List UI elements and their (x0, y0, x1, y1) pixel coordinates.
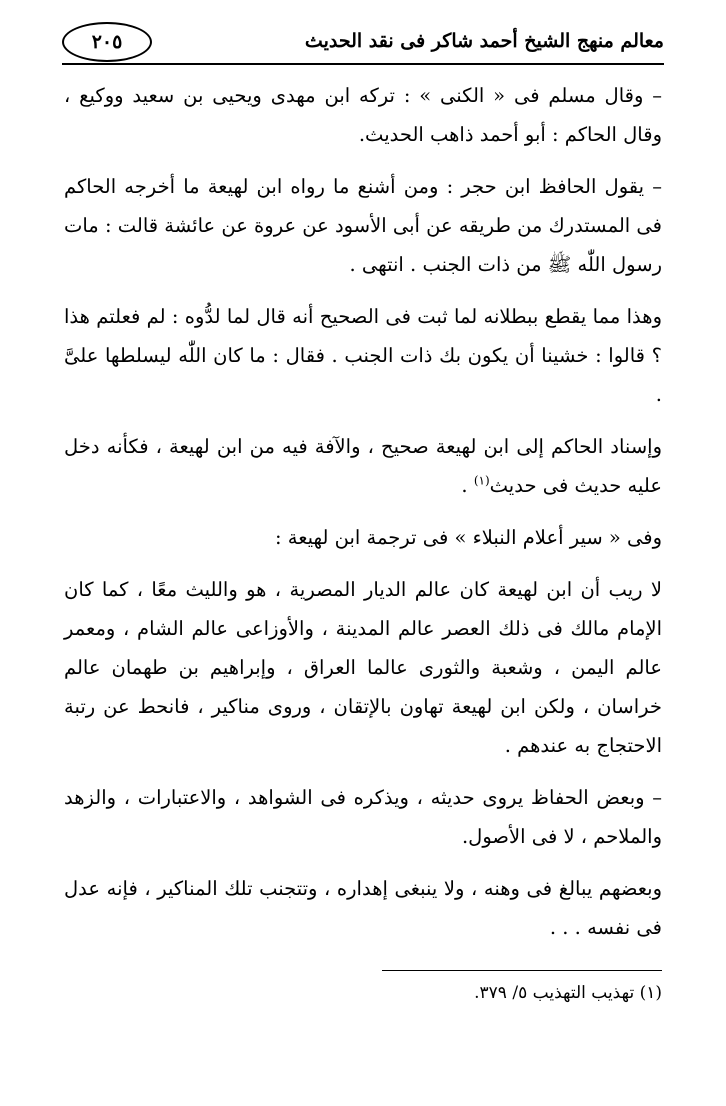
running-title: معالم منهج الشيخ أحمد شاكر فى نقد الحديث (304, 30, 664, 52)
main-text (64, 76, 662, 947)
paragraph-conclusion: وبعضهم يبالغ فى وهنه ، ولا ينبغى إهداره ، وتتجنب تلك المناكير ، فإنه عدل فى نفسه . . . (64, 877, 662, 939)
paragraph-isnad-text: وإسناد الحاكم إلى ابن لهيعة صحيح ، والآفة فيه من ابن لهيعة ، فكأنه دخل عليه حديث فى حديث (64, 435, 662, 497)
paragraph-refutation: وهذا مما يقطع ببطلانه لما ثبت فى الصحيح أنه قال لما لدُّوه : لم فعلتم هذا ؟ قالوا : خشينا أن يكون بك ذات الجنب . فقال : ما كان اللّٰه ليسلطها علىَّ . (64, 305, 662, 406)
footnote-reference: (١) (473, 473, 490, 488)
page-header (62, 18, 664, 66)
paragraph-ibn-hajar: – يقول الحافظ ابن حجر : ومن أشنع ما رواه ابن لهيعة ما أخرجه الحاكم فى المستدرك من طريقه عن أبى الأسود عن عروة عن عائشة قالت : مات رسول اللّٰه ﷺ من ذات الجنب . انتهى . (64, 175, 662, 276)
paragraph-muslim: – وقال مسلم فى « الكنى » : تركه ابن مهدى ويحيى بن سعيد ووكيع ، وقال الحاكم : أبو أحمد ذاهب الحديث. (64, 84, 662, 146)
paragraph-siyar-quote: لا ريب أن ابن لهيعة كان عالم الديار المصرية ، هو والليث معًا ، كما كان الإمام مالك فى ذلك العصر عالم المدينة ، والأوزاعى عالم الشام ، ومعمر عالم اليمن ، وشعبة والثورى عالما العراق ، وإبراهيم بن طهمان عالم خراسان ، ولكن ابن لهيعة تهاون بالإتقان ، وروى مناكير ، فانحط عن رتبة الاحتجاج به عندهم . (64, 578, 662, 757)
paragraph-isnad (64, 427, 662, 505)
page-number-oval (62, 22, 152, 62)
paragraph-siyar-intro: وفى « سير أعلام النبلاء » فى ترجمة ابن لهيعة : (275, 526, 662, 549)
paragraph-isnad-end: . (461, 474, 474, 497)
paragraph-huffaz: – وبعض الحفاظ يروى حديثه ، ويذكره فى الشواهد ، والاعتبارات ، والزهد والملاحم ، لا فى الأصول. (64, 786, 662, 848)
header-rule (62, 63, 664, 65)
footnote: (١) تهذيب التهذيب ٥/ ٣٧٩. (474, 983, 662, 1003)
page-number: ٢٠٥ (91, 31, 123, 53)
footnote-rule (382, 970, 662, 971)
